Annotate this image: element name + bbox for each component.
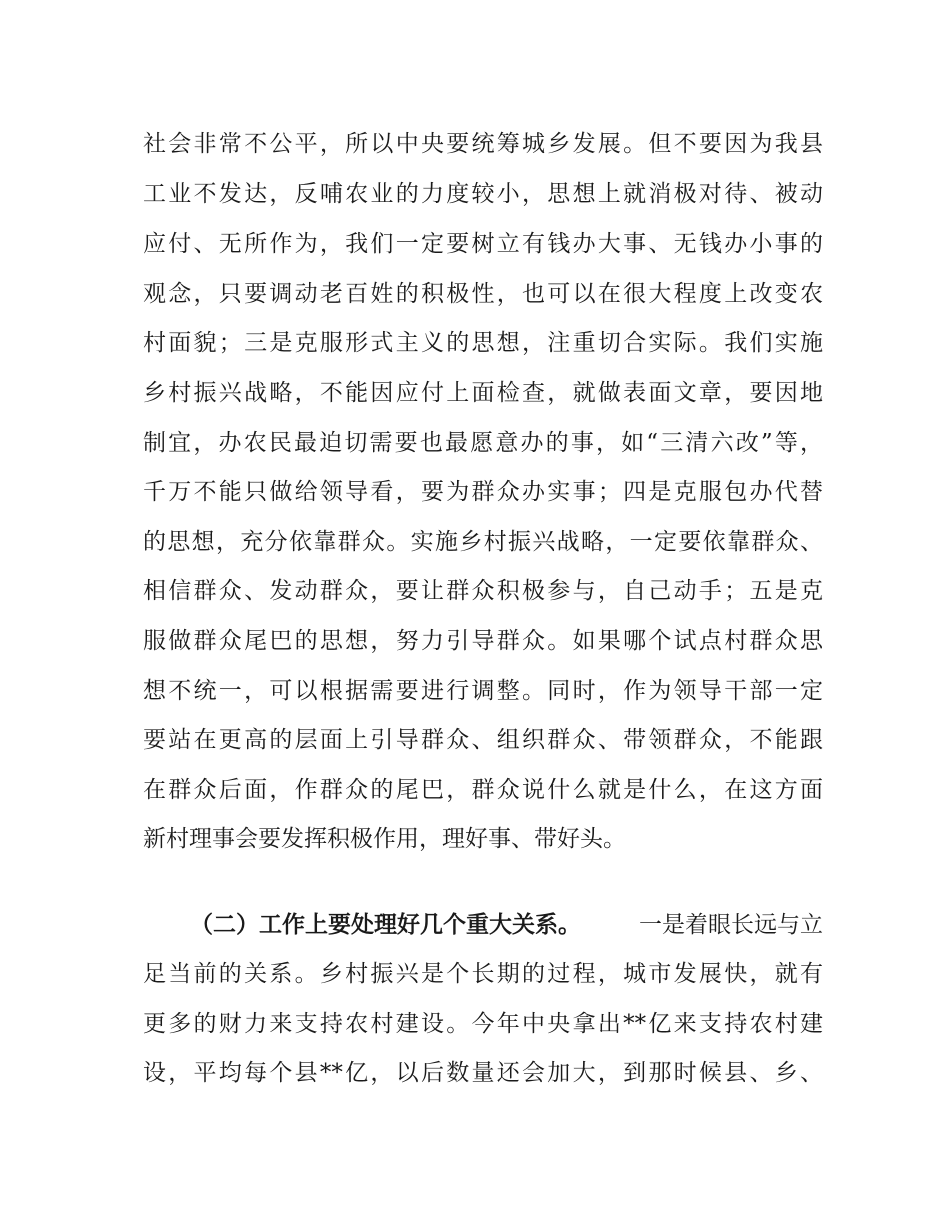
paragraph-1-line-1: 社会非常不公平，所以中央要统筹城乡发展。但不要因为我县: [143, 131, 823, 157]
paragraph-1-line-7: 制宜，办农民最迫切需要也最愿意办的事，如“三清六改”等，: [143, 430, 823, 456]
paragraph-2-line-1: [190, 905, 823, 945]
paragraph-1-line-15: 新村理事会要发挥积极作用，理好事、带好头。: [143, 826, 626, 852]
paragraph-1-line-14: 在群众后面，作群众的尾巴，群众说什么就是什么，在这方面: [143, 777, 823, 803]
paragraph-1-line-13: 要站在更高的层面上引导群众、组织群众、带领群众，不能跟: [143, 727, 823, 753]
section-heading: （二）工作上要处理好几个重大关系。: [190, 912, 581, 938]
paragraph-1-line-2: 工业不发达，反哺农业的力度较小，思想上就消极对待、被动: [143, 181, 823, 207]
paragraph-1-line-10: 相信群众、发动群众，要让群众积极参与，自己动手；五是克: [143, 578, 823, 604]
paragraph-1-line-3: 应付、无所作为，我们一定要树立有钱办大事、无钱办小事的: [143, 231, 823, 257]
paragraph-1-line-5: 村面貌；三是克服形式主义的思想，注重切合实际。我们实施: [143, 330, 823, 356]
paragraph-2-line-3: 更多的财力来支持农村建设。今年中央拿出**亿来支持农村建: [143, 1011, 823, 1037]
paragraph-2-line-2: 足当前的关系。乡村振兴是个长期的过程，城市发展快，就有: [143, 961, 823, 987]
paragraph-1-line-6: 乡村振兴战略，不能因应付上面检查，就做表面文章，要因地: [143, 380, 823, 406]
paragraph-2-line-1-text: 一是着眼长远与立: [639, 912, 823, 938]
paragraph-1-line-4: 观念，只要调动老百姓的积极性，也可以在很大程度上改变农: [143, 281, 823, 307]
paragraph-1-line-9: 的思想，充分依靠群众。实施乡村振兴战略，一定要依靠群众、: [143, 529, 823, 555]
paragraph-2-line-4: 设，平均每个县**亿，以后数量还会加大，到那时候县、乡、: [143, 1060, 823, 1086]
paragraph-1-line-8: 千万不能只做给领导看，要为群众办实事；四是克服包办代替: [143, 479, 823, 505]
paragraph-1-line-12: 想不统一，可以根据需要进行调整。同时，作为领导干部一定: [143, 678, 823, 704]
paragraph-1-line-11: 服做群众尾巴的思想，努力引导群众。如果哪个试点村群众思: [143, 628, 823, 654]
